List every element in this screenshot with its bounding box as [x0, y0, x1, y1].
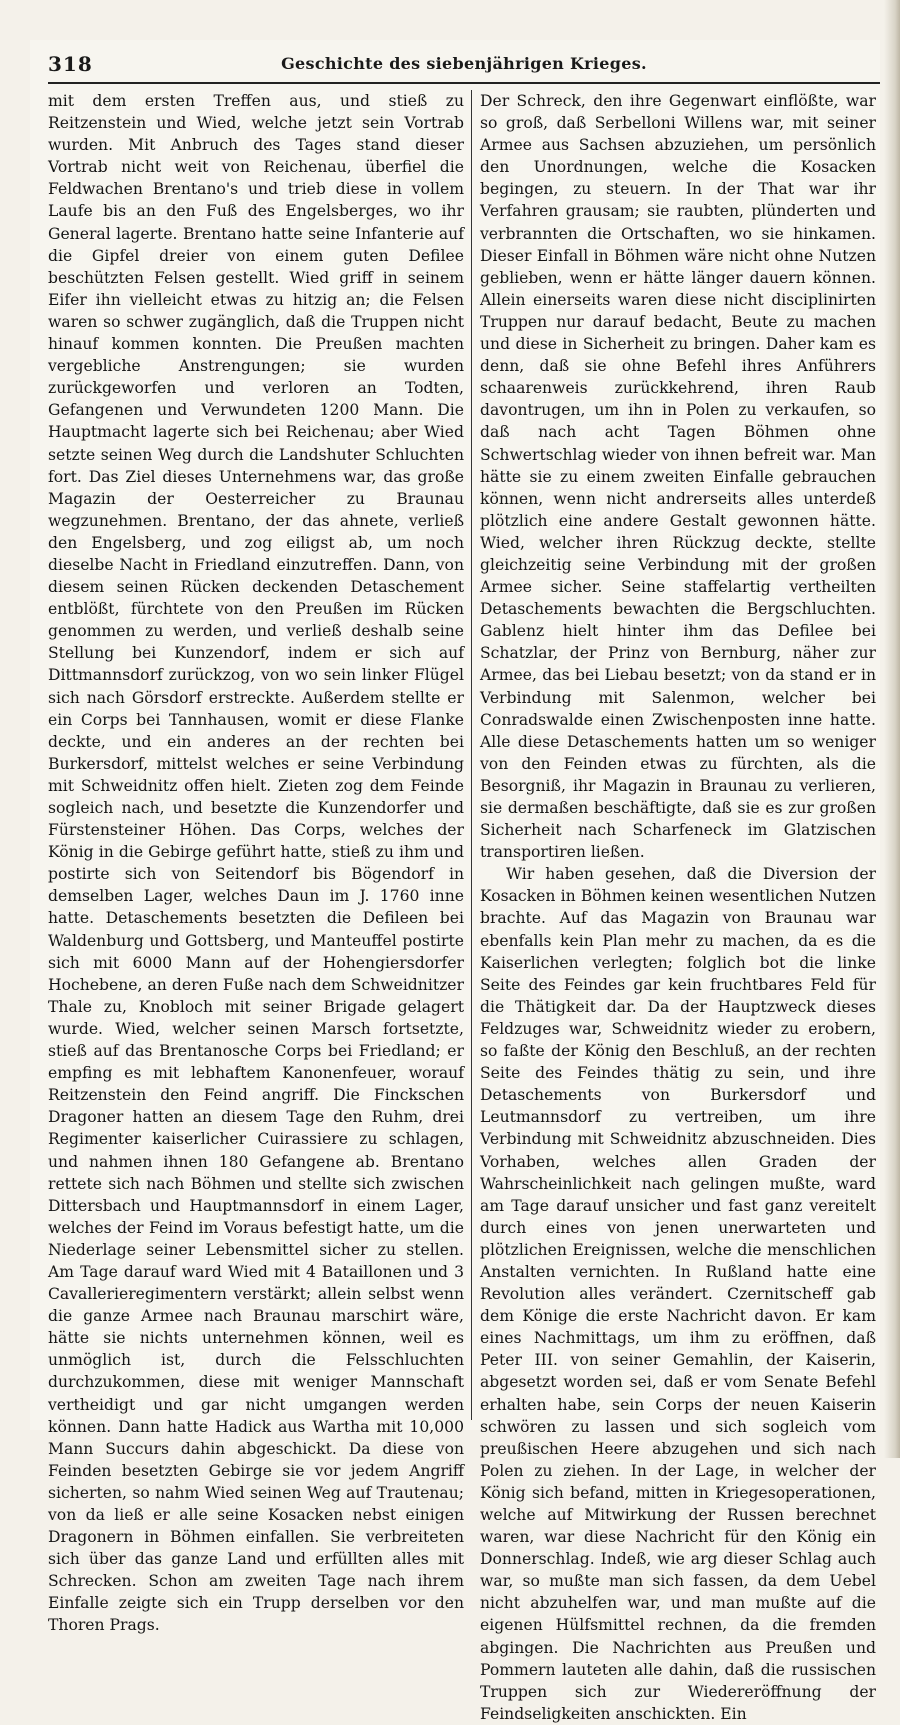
- right-column: [480, 90, 876, 1723]
- header-rule: [48, 82, 880, 84]
- book-page: [30, 40, 880, 1723]
- binding-edge: [884, 0, 900, 1458]
- page-number: 318: [48, 52, 93, 76]
- right-paragraph-1: Der Schreck, den ihre Gegenwart einflößte, war so groß, daß Serbelloni Willens war, mit seiner Armee aus Sachsen abzuziehen, um persönlich den Unordnungen, welche die Kosacken begingen, zu steuern. In der That war ihr Verfahren grausam; sie raubten, plünderten und verbrannten die Ortschaften, wo sie hinkamen. Dieser Einfall in Böhmen wäre nicht ohne Nutzen geblieben, wenn er hätte länger dauern können. Allein einerseits waren diese nicht disciplinirten Truppen nur darauf bedacht, Beute zu machen und diese in Sicherheit zu bringen. Daher kam es denn, daß sie ohne Befehl ihres Anführers schaarenweis zurückkehrend, ihren Raub davontrugen, um ihn in Polen zu verkaufen, so daß nach acht Tagen Böhmen ohne Schwertschlag wieder von ihnen befreit war. Man hätte sie zu einem zweiten Einfalle gebrauchen können, wenn nicht andrerseits alles unterdeß plötzlich eine andere Gestalt gewonnen hätte. Wied, welcher ihren Rückzug deckte, stellte gleichzeitig seine Verbindung mit der großen Armee sicher. Seine staffelartig vertheilten Detaschements bewachten die Bergschluchten. Gablenz hielt hinter ihm das Defilee bei Schatzlar, der Prinz von Bernburg, näher zur Armee, das bei Liebau besetzt; von da stand er in Verbindung mit Salenmon, welcher bei Conradswalde einen Zwischenposten inne hatte. Alle diese Detaschements hatten um so weniger von den Feinden etwas zu fürchten, als die Besorgniß, ihr Magazin in Braunau zu verlieren, sie dermaßen beschäftigte, daß sie es zur großen Sicherheit nach Scharfeneck im Glatzischen transportiren ließen.: [480, 92, 876, 862]
- left-column-text: mit dem ersten Treffen aus, und stieß zu Reitzenstein und Wied, welche jetzt sein Vortrab wurden. Mit Anbruch des Tages stand dieser Vortrab nicht weit von Reichenau, überfiel die Feldwachen Brentano's und trieb diese in vollem Laufe bis an den Fuß des Engelsberges, wo ihr General lagerte. Brentano hatte seine Infanterie auf die Gipfel dreier von einem guten Defilee beschützten Felsen gestellt. Wied griff in seinem Eifer ihn vielleicht etwas zu hitzig an; die Felsen waren so schwer zugänglich, daß die Truppen nicht hinauf kommen konnten. Die Preußen machten vergebliche Anstrengungen; sie wurden zurückgeworfen und verloren an Todten, Gefangenen und Verwundeten 1200 Mann. Die Hauptmacht lagerte sich bei Reichenau; aber Wied setzte seinen Weg durch die Landshuter Schluchten fort. Das Ziel dieses Unternehmens war, das große Magazin der Oesterreicher zu Braunau wegzunehmen. Brentano, der das ahnete, verließ den Engelsberg, und zog eiligst ab, um noch dieselbe Nacht in Friedland einzutreffen. Dann, von diesem seinen Rücken deckenden Detaschement entblößt, fürchtete von den Preußen im Rücken genommen zu werden, und verließ deshalb seine Stellung bei Kunzendorf, indem er sich auf Dittmannsdorf zurückzog, von wo sein linker Flügel sich nach Görsdorf erstreckte. Außerdem stellte er ein Corps bei Tannhausen, womit er diese Flanke deckte, und ein anderes an der rechten bei Burkersdorf, mittelst welches er seine Verbindung mit Schweidnitz offen hielt. Zieten zog dem Feinde sogleich nach, und besetzte die Kunzendorfer und Fürstensteiner Höhen. Das Corps, welches der König in die Gebirge geführt hatte, stieß zu ihm und postirte sich von Seitendorf bis Bögendorf in demselben Lager, welches Daun im J. 1760 inne hatte. Detaschements besetzten die Defileen bei Waldenburg und Gottsberg, und Manteuffel postirte sich mit 6000 Mann auf der Hohengiersdorfer Hochebene, an deren Fuße nach dem Schweidnitzer Thale zu, Knobloch mit seiner Brigade gelagert wurde. Wied, welcher seinen Marsch fortsetzte, stieß auf das Brentanosche Corps bei Friedland; er empfing es mit lebhaftem Kanonenfeuer, worauf Reitzenstein den Feind angriff. Die Finckschen Dragoner hatten an diesem Tage den Ruhm, drei Regimenter kaiserlicher Cuirassiere zu schlagen, und nahmen ihnen 180 Gefangene ab. Brentano rettete sich nach Böhmen und stellte sich zwischen Dittersbach und Hauptmannsdorf in einem Lager, welches der Feind im Voraus befestigt hatte, um die Niederlage seiner Lebensmittel sicher zu stellen. Am Tage darauf ward Wied mit 4 Bataillonen und 3 Cavallerieregimentern verstärkt; allein selbst wenn die ganze Armee nach Braunau marschirt wäre, hätte sie nichts unternehmen können, weil es unmöglich ist, durch die Felsschluchten durchzukommen, diese mit weniger Mannschaft vertheidigt und gar nicht umgangen werden können. Dann hatte Hadick aus Wartha mit 10,000 Mann Succurs dahin abgeschickt. Da diese von Feinden besetzten Gebirge sie vor jedem Angriff sicherten, so nahm Wied seinen Weg auf Trautenau; von da ließ er alle seine Kosacken nebst einigen Dragonern in Böhmen einfallen. Sie verbreiteten sich über das ganze Land und erfüllten alles mit Schrecken. Schon am zweiten Tage nach ihrem Einfalle zeigte sich ein Trupp derselben vor den Thoren Prags.: [48, 92, 464, 1635]
- left-column: [48, 90, 464, 1635]
- page-header: [48, 46, 880, 82]
- right-paragraph-2: Wir haben gesehen, daß die Diversion der Kosacken in Böhmen keinen wesentlichen Nutzen brachte. Auf das Magazin von Braunau war ebenfalls kein Plan mehr zu machen, da es die Kaiserlichen verlegten; folglich bot die linke Seite des Feindes gar kein fruchtbares Feld für die Thätigkeit dar. Da der Hauptzweck dieses Feldzuges war, Schweidnitz wieder zu erobern, so faßte der König den Beschluß, an der rechten Seite des Feindes thätig zu sein, und ihre Detaschements von Burkersdorf und Leutmannsdorf zu vertreiben, um ihre Verbindung mit Schweidnitz abzuschneiden. Dies Vorhaben, welches allen Graden der Wahrscheinlichkeit nach gelingen mußte, ward am Tage darauf unsicher und fast ganz vereitelt durch eines von jenen unerwarteten und plötzlichen Ereignissen, welche die menschlichen Anstalten vernichten. In Rußland hatte eine Revolution alles verändert. Czernitscheff gab dem Könige die erste Nachricht davon. Er kam eines Nachmittags, um ihm zu eröffnen, daß Peter III. von seiner Gemahlin, der Kaiserin, abgesetzt worden sei, daß er vom Senate Befehl erhalten habe, sein Corps der neuen Kaiserin schwören zu lassen und sich sogleich vom preußischen Heere abzugehen und sich nach Polen zu ziehen. In der Lage, in welcher der König sich befand, mitten in Kriegesoperationen, welche auf Mitwirkung der Russen berechnet waren, war diese Nachricht für den König ein Donnerschlag. Indeß, wie arg dieser Schlag auch war, so mußte man sich fassen, da dem Uebel nicht abzuhelfen war, und man mußte auf die eigenen Hülfsmittel rechnen, da die fremden abgingen. Die Nachrichten aus Preußen und Pommern lauteten alle dahin, daß die russischen Truppen sich zur Wiedereröffnung der Feindseligkeiten anschickten. Ein: [480, 865, 876, 1723]
- column-divider: [471, 90, 472, 1420]
- running-title: Geschichte des siebenjährigen Krieges.: [281, 54, 647, 73]
